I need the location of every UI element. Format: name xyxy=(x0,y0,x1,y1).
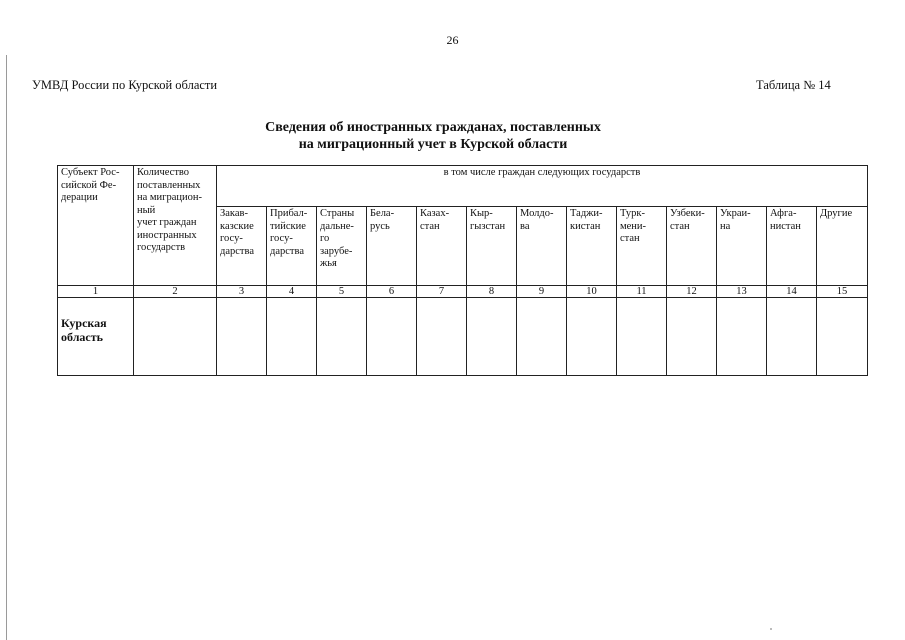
header-country-label: Прибал- тийские госу- дарства xyxy=(270,208,308,257)
data-cell xyxy=(317,298,367,376)
row-subject-text: Курская область xyxy=(61,316,107,344)
header-country-label: Украи- на xyxy=(720,208,751,232)
header-country-label: Таджи- кистан xyxy=(570,208,603,232)
header-country-7 xyxy=(417,207,467,286)
column-number-7: 7 xyxy=(417,286,467,298)
header-count xyxy=(134,166,217,286)
header-country-label: Афга- нистан xyxy=(770,208,801,232)
data-cell xyxy=(617,298,667,376)
header-country-label: Закав- казские госу- дарства xyxy=(220,208,254,257)
header-countries-group: в том числе граждан следующих государств xyxy=(217,166,868,207)
column-number-4: 4 xyxy=(267,286,317,298)
column-number-1: 1 xyxy=(58,286,134,298)
column-number-row xyxy=(58,286,868,298)
data-cell xyxy=(267,298,317,376)
header-country-4 xyxy=(267,207,317,286)
registration-table xyxy=(57,165,868,376)
data-cell xyxy=(767,298,817,376)
column-number-12: 12 xyxy=(667,286,717,298)
header-country-label: Бела- русь xyxy=(370,208,395,232)
column-number-6: 6 xyxy=(367,286,417,298)
column-number-11: 11 xyxy=(617,286,667,298)
header-country-label: Страны дальне- го зарубе- жья xyxy=(320,208,355,269)
document-title xyxy=(0,119,866,153)
data-cell xyxy=(717,298,767,376)
header-country-11 xyxy=(617,207,667,286)
data-cell xyxy=(517,298,567,376)
table-row xyxy=(58,298,868,376)
data-cell xyxy=(817,298,868,376)
header-subject-text: Субъект Рос- сийской Фе- дерации xyxy=(61,167,120,203)
column-number-15: 15 xyxy=(817,286,868,298)
column-number-14: 14 xyxy=(767,286,817,298)
header-country-label: Турк- мени- стан xyxy=(620,208,647,244)
header-country-label: Казах- стан xyxy=(420,208,450,232)
header-subject xyxy=(58,166,134,286)
header-country-9 xyxy=(517,207,567,286)
column-number-10: 10 xyxy=(567,286,617,298)
header-country-3 xyxy=(217,207,267,286)
table-number: Таблица № 14 xyxy=(756,78,831,92)
scan-speck xyxy=(770,628,772,630)
header-country-15 xyxy=(817,207,868,286)
title-line-2: на миграционный учет в Курской области xyxy=(298,137,568,152)
header-country-8 xyxy=(467,207,517,286)
data-cell xyxy=(417,298,467,376)
data-cell xyxy=(367,298,417,376)
data-cell xyxy=(567,298,617,376)
title-line-1: Сведения об иностранных гражданах, поставленных xyxy=(265,120,601,135)
header-country-13 xyxy=(717,207,767,286)
header-country-10 xyxy=(567,207,617,286)
column-number-5: 5 xyxy=(317,286,367,298)
header-country-label: Молдо- ва xyxy=(520,208,554,232)
data-cell xyxy=(667,298,717,376)
header-country-12 xyxy=(667,207,717,286)
column-number-13: 13 xyxy=(717,286,767,298)
data-cell xyxy=(134,298,217,376)
header-count-text: Количество поставленных на миграцион- ный учет граждан иностранных государств xyxy=(137,167,202,253)
header-country-label: Узбеки- стан xyxy=(670,208,705,232)
data-cell xyxy=(217,298,267,376)
column-number-2: 2 xyxy=(134,286,217,298)
data-cell xyxy=(467,298,517,376)
header-country-5 xyxy=(317,207,367,286)
column-number-3: 3 xyxy=(217,286,267,298)
header-country-6 xyxy=(367,207,417,286)
page-number: 26 xyxy=(446,33,459,47)
column-number-8: 8 xyxy=(467,286,517,298)
header-country-label: Другие xyxy=(820,208,853,219)
row-subject xyxy=(58,298,134,376)
column-number-9: 9 xyxy=(517,286,567,298)
header-country-14 xyxy=(767,207,817,286)
organization-name: УМВД России по Курской области xyxy=(32,78,218,92)
header-country-label: Кыр- гызстан xyxy=(470,208,506,232)
